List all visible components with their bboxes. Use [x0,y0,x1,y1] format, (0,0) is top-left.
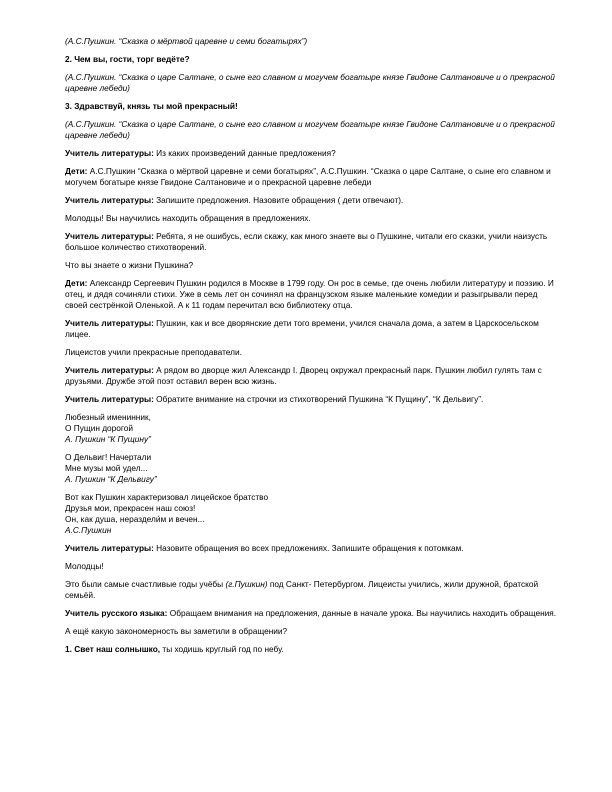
dialogue-paragraph [65,318,560,340]
poem-attribution: А. Пушкин “К Дельвигу” [65,474,157,484]
speech-text: Из каких произведений данные предложения? [153,148,336,158]
speech-text: ты ходишь круглый год по небу. [160,644,284,654]
example-sentence: 3. Здравствуй, князь ты мой прекрасный! [65,101,238,111]
text-run: (г.Пушкин) [225,579,268,589]
poem-quote [65,412,560,445]
paragraph: Что вы знаете о жизни Пушкина? [65,260,194,270]
speaker-label: Учитель литературы: [65,195,154,205]
dialogue-paragraph [65,278,560,311]
source-citation: (А.С.Пушкин. “Сказка о царе Салтане, о сыне его славном и могучем богатыре князе Гвидоне Салтановиче и о прекрасной царевне лебеди) [65,119,555,140]
speaker-label: Учитель литературы: [65,365,154,375]
dialogue-paragraph [65,394,560,405]
source-citation: (А.С.Пушкин. “Сказка о царе Салтане, о сыне его славном и могучем богатыре князе Гвидоне Салтановиче и о прекрасной царевне лебеди) [65,72,555,93]
speech-text: Обращаем внимания на предложения, данные в начале урока. Вы научились находить обращения. [167,608,557,618]
speaker-label: 1. Свет наш солнышко, [65,644,161,654]
text-run: под Санкт- Петербургом. Лицеисты учились, жили дружной, братской семьёй. [65,579,539,600]
speaker-label: Учитель литературы: [65,231,154,241]
dialogue-paragraph [65,644,560,655]
poem-line: Друзья мои, прекрасен наш союз! [65,503,196,513]
speech-text: А рядом во дворце жил Александр I. Дворец окружал прекрасный парк. Пушкин любил гулять там с друзьями. Дружбе этой поэт оставил верен всю жизнь. [65,365,542,386]
dialogue-paragraph [65,365,560,387]
poem-quote [65,492,560,536]
poem-quote [65,452,560,485]
poem-attribution: А.С.Пушкин [65,525,112,535]
paragraph: Молодцы! [65,561,104,571]
dialogue-paragraph [65,166,560,188]
paragraph: А ещё какую закономерность вы заметили в обращении? [65,626,288,636]
source-citation: (А.С.Пушкин. “Сказка о мёртвой царевне и семи богатырях”) [65,36,308,46]
paragraph: Лицеистов учили прекрасные преподаватели. [65,347,242,357]
speech-text: Пушкин, как и все дворянские дети того времени, учился сначала дома, а затем в Царскосельском лицее. [65,318,539,339]
speaker-label: Дети: [65,278,88,288]
example-sentence: 2. Чем вы, гости, торг ведёте? [65,54,190,64]
poem-line: О Дельвиг! Начертали [65,452,152,462]
dialogue-paragraph [65,608,560,619]
speaker-label: Учитель литературы: [65,394,154,404]
text-run: Это были самые счастливые годы учёбы [65,579,226,589]
poem-line: Он, как душа, нераздели́м и вечен... [65,514,205,524]
poem-line: Мне музы мой удел... [65,463,148,473]
paragraph: Молодцы! Вы научились находить обращения в предложениях. [65,213,311,223]
dialogue-paragraph [65,195,560,206]
dialogue-paragraph [65,543,560,554]
document-page [65,36,560,662]
speaker-label: Дети: [65,166,88,176]
speaker-label: Учитель литературы: [65,318,154,328]
speech-text: Ребята, я не ошибусь, если скажу, как много знаете вы о Пушкине, читали его сказки, учили наизусть большое количество стихотворений. [65,231,548,252]
speech-text: Обратите внимание на строчки из стихотворений Пушкина “К Пущину”, “К Дельвигу”. [153,394,484,404]
dialogue-paragraph [65,148,560,159]
poem-line: Вот как Пушкин характеризовал лицейское братство [65,492,269,502]
speaker-label: Учитель литературы: [65,543,154,553]
speech-text: А.С.Пушкин “Сказка о мёртвой царевне и семи богатырях”, А.С.Пушкин. “Сказка о царе Салтане, о сыне его славном и могучем богатыре князе Гвидоне Салтановиче и о прекрасной царевне лебеди [65,166,551,187]
poem-attribution: А. Пушкин “К Пущину” [65,434,151,444]
poem-line: Любезный именинник, [65,412,151,422]
speech-text: Запишите предложения. Назовите обращения ( дети отвечают). [153,195,404,205]
poem-line: О Пущин дорогой [65,423,133,433]
speaker-label: Учитель русского языка: [65,608,168,618]
dialogue-paragraph [65,231,560,253]
speaker-label: Учитель литературы: [65,148,154,158]
speech-text: Назовите обращения во всех предложениях. Запишите обращения к потомкам. [153,543,464,553]
paragraph [65,579,560,601]
speech-text: Александр Сергеевич Пушкин родился в Москве в 1799 году. Он рос в семье, где очень любили литературу и поэзию. И отец, и дядя сочиняли стихи. Уже в семь лет он сочинял на французском языке маленькие комедии и разыгрывали перед своей сестрёнкой Оленькой. А к 11 годам перечитал всю библиотеку отца. [65,278,554,310]
